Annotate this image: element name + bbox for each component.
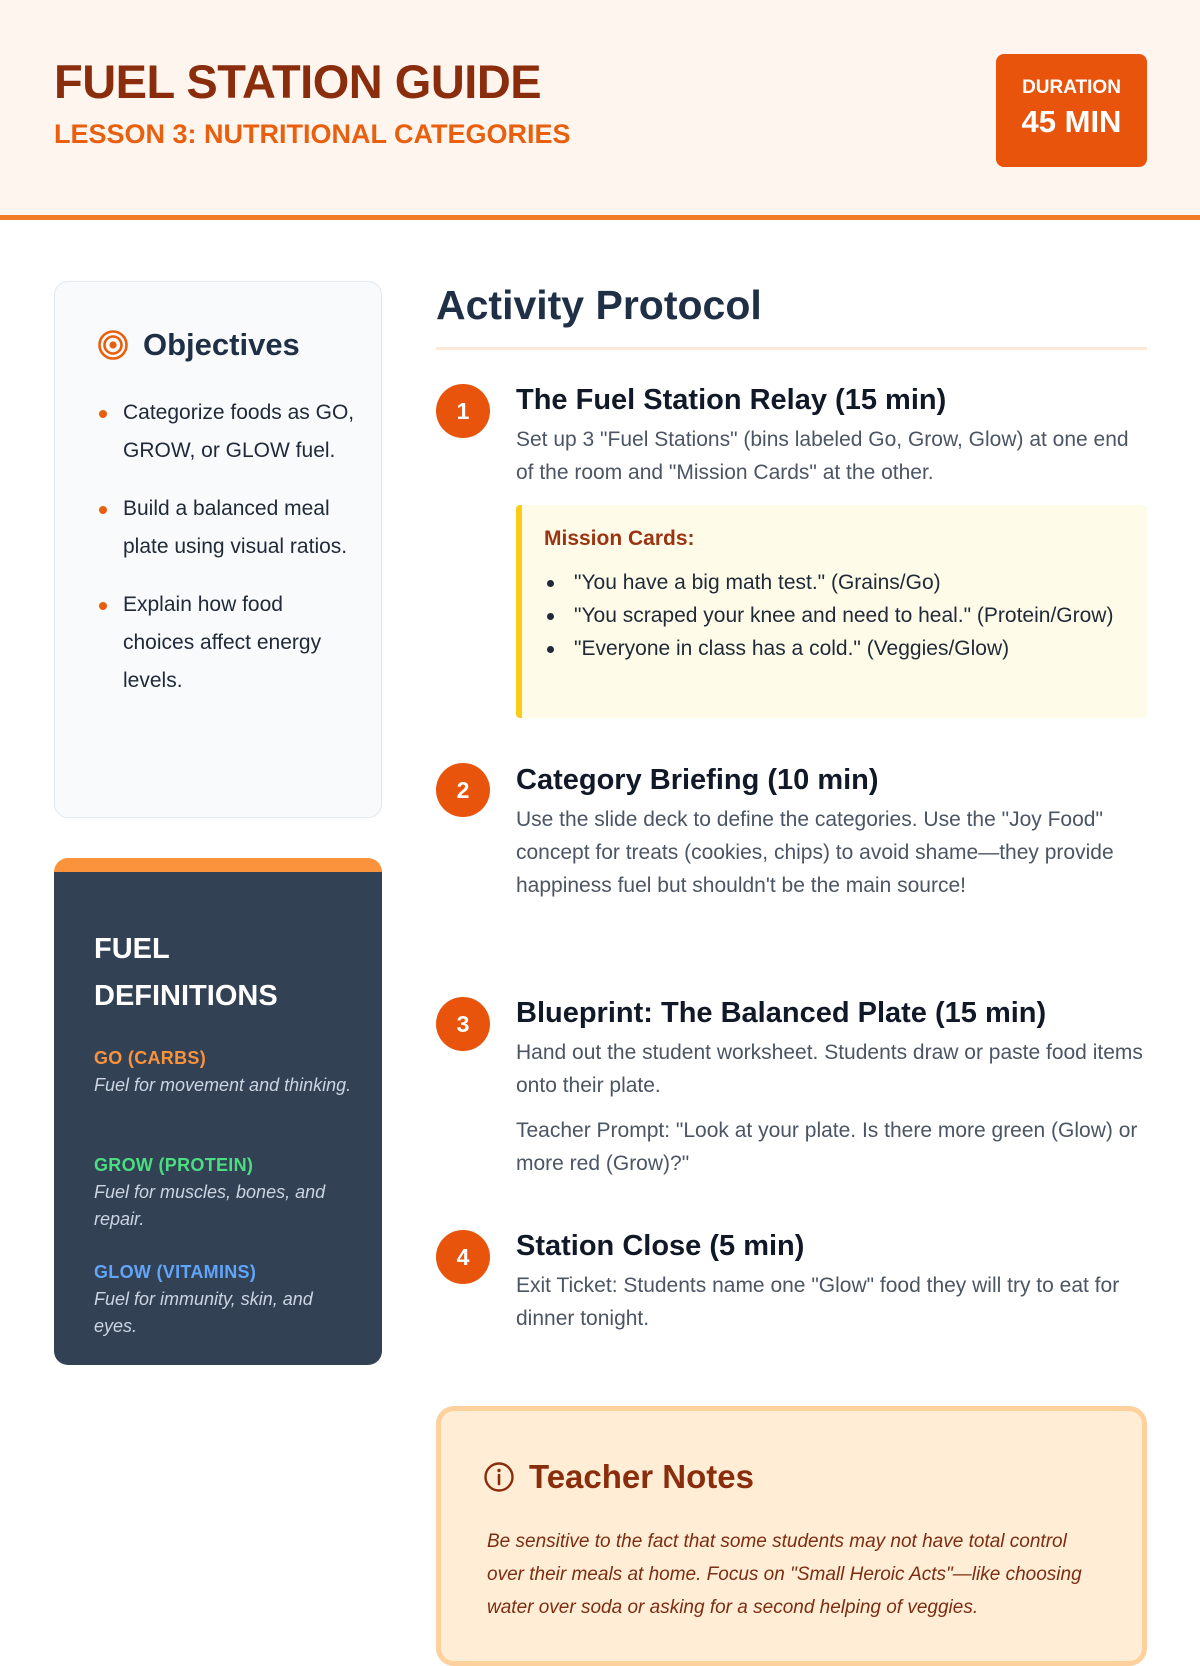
objectives-header (97, 327, 300, 363)
step-title: The Fuel Station Relay (15 min) (516, 384, 947, 416)
fuel-definitions-card (54, 858, 382, 1365)
duration-value: 45 MIN (1021, 104, 1122, 139)
step-number-badge: 3 (436, 997, 490, 1051)
objective-item: Categorize foods as GO, GROW, or GLOW fuel. (97, 394, 357, 470)
objectives-title: Objectives (143, 327, 300, 362)
duration-badge (996, 54, 1147, 167)
definition-desc: Fuel for muscles, bones, and repair. (94, 1182, 326, 1229)
mission-card-item: "Everyone in class has a cold." (Veggies/Glow) (544, 632, 1124, 665)
guide-title: FUEL STATION GUIDE (54, 55, 542, 108)
duration-label: DURATION (1022, 77, 1121, 98)
step-3 (516, 996, 1148, 1180)
teacher-notes-text: Be sensitive to the fact that some students may not have total control over their meals at home. Focus on "Small Heroic Acts"—like choosing water over soda or asking for a second helping of veggies. (487, 1531, 1082, 1618)
definition-name: GLOW (VITAMINS) (94, 1262, 257, 1282)
definition-desc: Fuel for movement and thinking. (94, 1075, 352, 1095)
target-icon (97, 329, 129, 361)
definition-name: GROW (PROTEIN) (94, 1155, 254, 1175)
definition-go (94, 1048, 354, 1099)
teacher-notes-title: Teacher Notes (529, 1458, 754, 1495)
step-description: Use the slide deck to define the categories. Use the "Joy Food" concept for treats (cookies, chips) to avoid shame—they provide happiness fuel but shouldn't be the main source! (516, 808, 1114, 897)
mission-card-item: "You have a big math test." (Grains/Go) (544, 566, 1124, 599)
step-title: Blueprint: The Balanced Plate (15 min) (516, 997, 1047, 1029)
mission-cards-title: Mission Cards: (544, 527, 695, 550)
step-2 (516, 763, 1148, 902)
activity-protocol-heading: Activity Protocol (436, 282, 762, 328)
heading-divider (436, 347, 1147, 350)
lesson-subtitle: LESSON 3: NUTRITIONAL CATEGORIES (54, 119, 571, 149)
step-description: Set up 3 "Fuel Stations" (bins labeled Go, Grow, Glow) at one end of the room and "Mission Cards" at the other. (516, 428, 1129, 484)
objective-item: Explain how food choices affect energy levels. (97, 586, 357, 700)
step-description: Exit Ticket: Students name one "Glow" food they will try to eat for dinner tonight. (516, 1274, 1120, 1330)
step-title: Station Close (5 min) (516, 1230, 805, 1262)
step-description: Hand out the student worksheet. Students draw or paste food items onto their plate. (516, 1041, 1143, 1097)
step-number-badge: 4 (436, 1230, 490, 1284)
objectives-card (54, 281, 382, 818)
definition-grow (94, 1155, 354, 1233)
definition-desc: Fuel for immunity, skin, and eyes. (94, 1289, 313, 1336)
step-number-badge: 1 (436, 384, 490, 438)
definition-glow (94, 1262, 354, 1340)
mission-card-item: "You scraped your knee and need to heal." (Protein/Grow) (544, 599, 1124, 632)
definition-name: GO (CARBS) (94, 1048, 206, 1068)
mission-cards-callout (516, 505, 1147, 718)
step-title: Category Briefing (10 min) (516, 764, 879, 796)
step-1 (516, 383, 1148, 489)
objective-item: Build a balanced meal plate using visual ratios. (97, 490, 357, 566)
objectives-list (97, 394, 357, 720)
step-4 (516, 1229, 1148, 1335)
step-number-badge: 2 (436, 763, 490, 817)
teacher-notes-header (483, 1458, 754, 1496)
page-header (0, 0, 1200, 220)
info-icon (483, 1461, 515, 1493)
definitions-title: FUEL DEFINITIONS (94, 933, 278, 1012)
teacher-notes-card (436, 1406, 1147, 1666)
teacher-prompt: Teacher Prompt: "Look at your plate. Is there more green (Glow) or more red (Grow)?" (516, 1119, 1138, 1175)
mission-cards-list (544, 566, 1124, 665)
